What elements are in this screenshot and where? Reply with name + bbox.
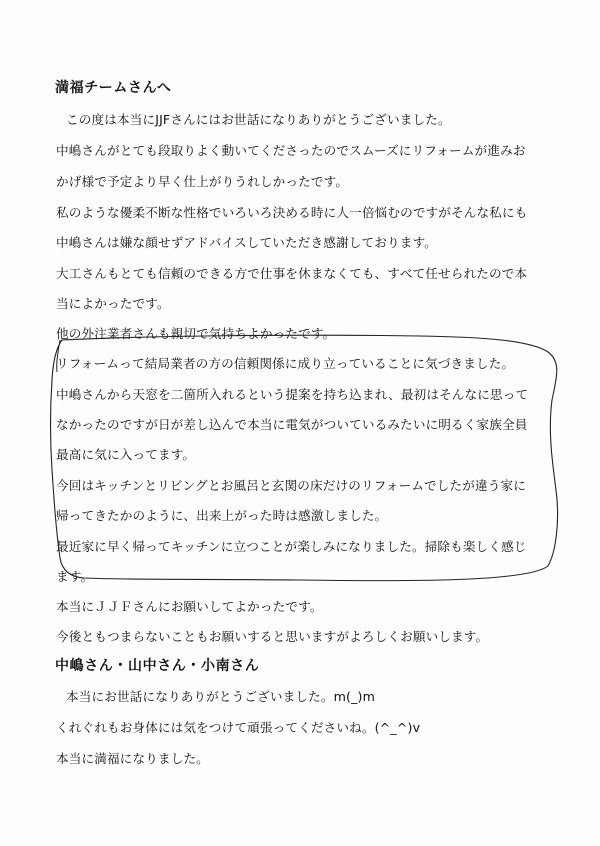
letter-line-16: ます。 bbox=[56, 569, 94, 584]
staff-names-heading: 中嶋さん・山中さん・小南さん bbox=[55, 658, 260, 674]
letter-line-8: 他の外注業者さんも親切で気持ちよかったです。 bbox=[56, 326, 336, 341]
closing-line-1: 本当にお世話になりありがとうございました。m(_)m bbox=[66, 689, 376, 704]
letter-line-9: リフォームって結局業者の方の信頼関係に成り立っていることに気づきました。 bbox=[56, 356, 515, 371]
letter-line-5: 中嶋さんは嫌な顔せずアドバイスしていただき感謝しております。 bbox=[56, 235, 437, 250]
letter-line-3: かげ様で予定より早く仕上がりうれしかったです。 bbox=[56, 174, 349, 189]
closing-line-2: くれぐれもお身体には気をつけて頑張ってくださいね。(^_^)v bbox=[56, 720, 421, 735]
greeting-heading: 満福チームさんへ bbox=[55, 80, 172, 96]
closing-line-3: 本当に満福になりました。 bbox=[56, 751, 209, 766]
letter-line-1: この度は本当にJJFさんにはお世話になりありがとうございました。 bbox=[66, 112, 451, 127]
letter-line-15: 最近家に早く帰ってキッチンに立つことが楽しみになりました。掃除も楽しく感じ bbox=[56, 539, 527, 554]
letter-line-4: 私のような優柔不断な性格でいろいろ決める時に人一倍悩むのですがそんな私にも bbox=[56, 205, 528, 220]
letter-line-2: 中嶋さんがとても段取りよく動いてくださったのでスムーズにリフォームが進みお bbox=[56, 143, 526, 158]
letter-line-18: 今後ともつまらないこともお願いすると思いますがよろしくお願いします。 bbox=[56, 629, 489, 644]
letter-line-7: 当によかったです。 bbox=[56, 296, 170, 311]
letter-line-14: 帰ってきたかのように、出来上がった時は感激しました。 bbox=[56, 508, 388, 523]
letter-line-13: 今回はキッチンとリビングとお風呂と玄関の床だけのリフォームでしたが違う家に bbox=[56, 478, 527, 493]
letter-line-10: 中嶋さんから天窓を二箇所入れるという提案を持ち込まれ、最初はそんなに思って bbox=[56, 387, 529, 402]
letter-line-17: 本当にＪＪＦさんにお願いしてよかったです。 bbox=[56, 599, 323, 614]
letter-line-6: 大工さんもとても信頼のできる方で仕事を休まなくても、すべて任せられたので本 bbox=[56, 266, 528, 281]
letter-line-12: 最高に気に入ってます。 bbox=[56, 447, 196, 462]
letter-line-11: なかったのですが日が差し込んで本当に電気がついているみたいに明るく家族全員 bbox=[56, 417, 528, 432]
